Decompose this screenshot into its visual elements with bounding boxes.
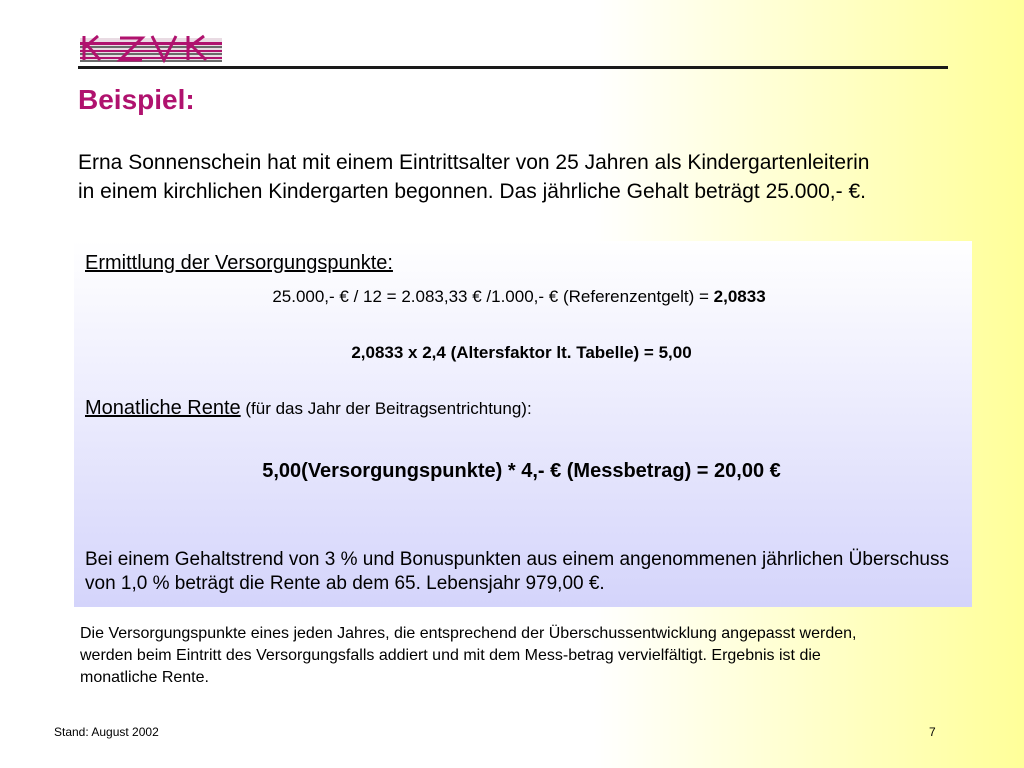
box-footer-text: Bei einem Gehaltstrend von 3 % und Bonuspunkten aus einem angenommenen jährlichen Überschuss von 1,0 % beträgt die Rente ab dem 65. Lebensjahr 979,00 €. (85, 549, 949, 594)
rente-suffix: (für das Jahr der Beitragsentrichtung): (240, 399, 532, 418)
calc-line-2: 2,0833 x 2,4 (Altersfaktor lt. Tabelle) = 5,00 (351, 343, 692, 362)
rente-line (85, 397, 532, 420)
calc-line-1-result: 2,0833 (713, 287, 766, 306)
calc-line-1 (74, 287, 964, 307)
intro-paragraph: Erna Sonnenschein hat mit einem Eintrittsalter von 25 Jahren als Kindergartenleiterin in einem kirchlichen Kindergarten begonnen. Das jährliche Gehalt beträgt 25.000,- €. (78, 151, 870, 203)
header-rule (78, 66, 948, 69)
rente-label: Monatliche Rente (85, 397, 241, 419)
page-heading: Beispiel: (78, 84, 195, 115)
page-number: 7 (929, 725, 936, 739)
calculation-box (74, 241, 972, 607)
kzvk-logo (80, 30, 222, 64)
calc-line-1-text: 25.000,- € / 12 = 2.083,33 € /1.000,- € (Referenzentgelt) = (272, 287, 714, 306)
rente-formula: 5,00(Versorgungspunkte) * 4,- € (Messbetrag) = 20,00 € (262, 460, 781, 482)
stand-date: Stand: August 2002 (54, 725, 159, 739)
note-paragraph: Die Versorgungspunkte eines jeden Jahres, die entsprechend der Überschussentwicklung angepasst werden, werden beim Eintritt des Versorgungsfalls addiert und mit dem Mess-betrag vervielfältigt. Ergebnis ist die monatliche Rente. (80, 625, 857, 686)
box-title: Ermittlung der Versorgungspunkte: (85, 252, 393, 274)
